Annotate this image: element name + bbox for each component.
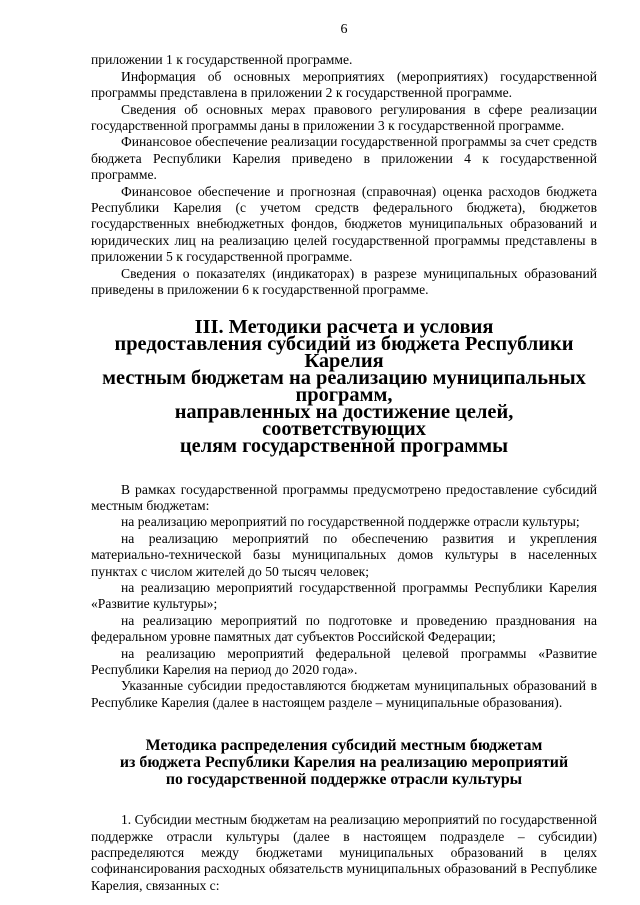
heading-line: из бюджета Республики Карелия на реализацию мероприятий <box>119 754 569 772</box>
paragraph: Финансовое обеспечение и прогнозная (справочная) оценка расходов бюджета Республики Карелия (с учетом средств федерального бюджета), бюджетов государственных внебюджетных фондов, бюджетов муниципальных образований и юридических лиц на реализацию целей государственной программы представлены в приложении 5 к государственной программе. <box>91 183 597 265</box>
heading-line: Методика распределения субсидий местным бюджетам <box>145 737 543 755</box>
heading-line: местным бюджетам на реализацию муниципальных программ, <box>102 366 586 406</box>
paragraph: 1. Субсидии местным бюджетам на реализацию мероприятий по государственной поддержке отрасли культуры (далее в настоящем подразделе – субсидии) распределяются между бюджетами муниципальных образований в целях софинансирования расходных обязательств муниципальных образований в Республике Карелия, связанных с: <box>91 812 597 893</box>
paragraph: на реализацию мероприятий по подготовке и проведению празднования на федеральном уровне памятных дат субъектов Российской Федерации; <box>91 612 597 645</box>
paragraph: Сведения о показателях (индикаторах) в разрезе муниципальных образований приведены в приложении 6 к государственной программе. <box>91 265 597 298</box>
section-heading <box>91 315 597 457</box>
paragraph: Информация об основных мероприятиях (мероприятиях) государственной программы представлена в приложении 2 к государственной программе. <box>91 68 597 101</box>
paragraph: Сведения об основных мерах правового регулирования в сфере реализации государственной программы даны в приложении 3 к государственной программе. <box>91 101 597 134</box>
paragraph: на реализацию мероприятий по государственной поддержке отрасли культуры; <box>121 514 580 530</box>
subsection-heading <box>91 737 597 788</box>
heading-line: по государственной поддержке отрасли культуры <box>165 771 523 789</box>
paragraph: на реализацию мероприятий федеральной целевой программы «Развитие Республики Карелия на период до 2020 года». <box>91 645 597 677</box>
paragraph: приложении 1 к государственной программе. <box>91 52 353 68</box>
paragraph: В рамках государственной программы предусмотрено предоставление субсидий местным бюджетам: <box>91 481 597 513</box>
document-page <box>91 22 597 894</box>
section3-body <box>91 482 597 712</box>
paragraph: на реализацию мероприятий государственной программы Республики Карелия «Развитие культуры»; <box>91 579 597 612</box>
page-number: 6 <box>340 22 348 37</box>
intro-block <box>91 52 597 298</box>
heading-line: предоставления субсидий из бюджета Республики Карелия <box>114 332 574 372</box>
paragraph: Указанные субсидии предоставляются бюджетам муниципальных образований в Республике Карелия (далее в настоящем разделе – муниципальные образования). <box>91 678 597 710</box>
heading-line: III. Методики расчета и условия <box>194 315 494 338</box>
paragraph: Финансовое обеспечение реализации государственной программы за счет средств бюджета Республики Карелия приведено в приложении 4 к государственной программе. <box>91 134 597 183</box>
paragraph: на реализацию мероприятий по обеспечению развития и укрепления материально-технической базы муниципальных домов культуры в населенных пунктах с числом жителей до 50 тысяч человек; <box>91 530 597 579</box>
heading-line: целям государственной программы <box>179 434 509 457</box>
subsection-body <box>91 812 597 894</box>
heading-line: направленных на достижение целей, соответствующих <box>174 400 514 440</box>
